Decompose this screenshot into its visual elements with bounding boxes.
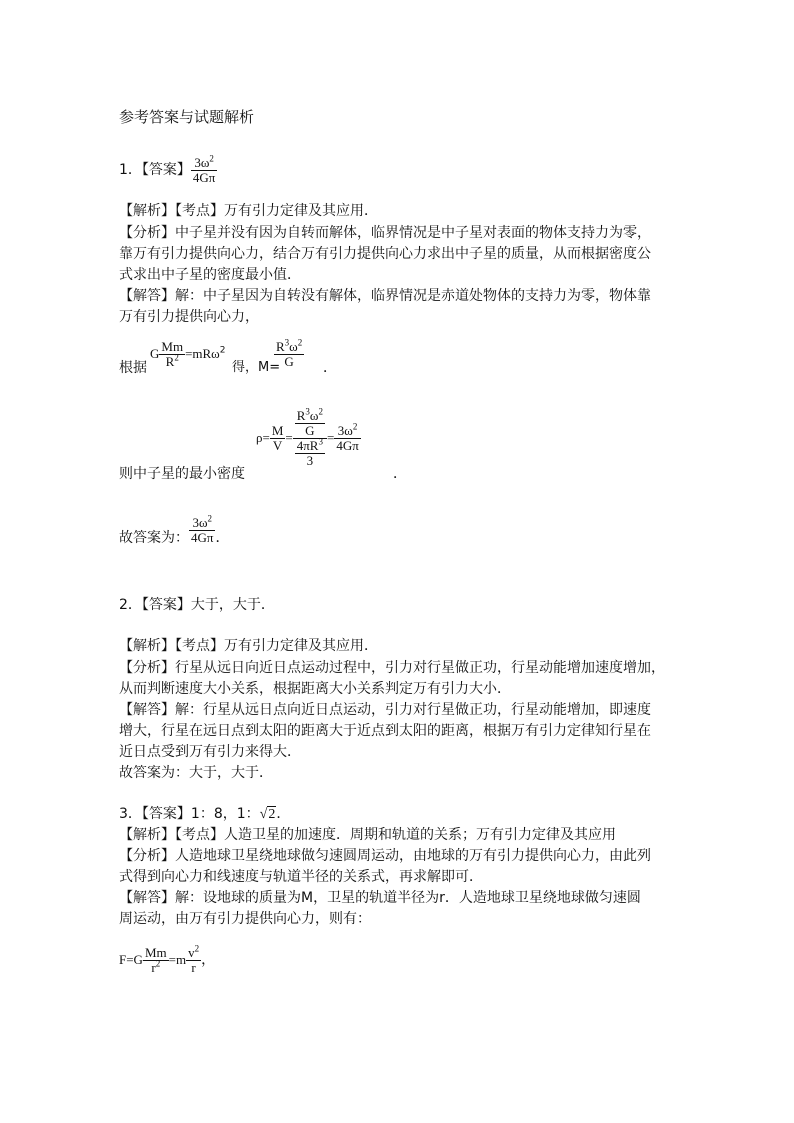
q1-rho-complex-fraction: $\frac{\frac{R^3\omega^2}{G}}{\frac{4\pi R^3}{3}}$: [293, 409, 327, 468]
q3-eq-fraction-1: $\frac{Mm}{r^2}$: [144, 944, 167, 975]
q1-genju-label: 根据: [119, 360, 147, 376]
q1-fenxi-1: 【分析】中子星并没有因为自转而解体，临界情况是中子星对表面的物体支持力为零，: [119, 225, 651, 241]
q3-jieda-1: 【解答】解：设地球的质量为M，卫星的轨道半径为r．人造地球卫星绕地球做匀速圆: [119, 890, 641, 906]
q1-answer-prefix: 1．【答案】: [119, 162, 191, 178]
q2-answer: 2．【答案】大于，大于．: [119, 597, 275, 613]
q2-jiexi: 【解析】【考点】万有引力定律及其应用．: [119, 638, 378, 654]
q1-eq1: G $\frac{Mm}{R^2}$ =mRω$^2$: [150, 338, 226, 369]
q3-equation: F=G $\frac{Mm}{r^2}$ =m $\frac{v^2}{r}$ ，: [119, 943, 216, 975]
page-title: 参考答案与试题解析: [119, 108, 255, 126]
q1-final-line: 故答案为： $\frac{3\omega^2}{4G\pi}$ ．: [119, 513, 230, 546]
q1-M-fraction: $\frac{R^3\omega^2}{G}$: [276, 337, 303, 369]
q3-eq-fraction-2: $\frac{v^2}{r}$: [188, 943, 200, 975]
q1-rho-result: $\frac{3\omega^2}{4G\pi}$: [336, 421, 359, 453]
q3-fenxi-2: 式得到向心力和线速度与轨道半径的关系式，再求解即可．: [119, 869, 483, 885]
q1-fenxi-2: 靠万有引力提供向心力，结合万有引力提供向心力求出中子星的质量，从而根据密度公: [119, 246, 651, 262]
q2-jieda-3: 近日点受到万有引力来得大．: [119, 744, 301, 760]
q3-jiexi: 【解析】【考点】人造卫星的加速度．周期和轨道的关系；万有引力定律及其应用: [119, 827, 616, 843]
q1-rho-label: 则中子星的最小密度: [119, 466, 245, 482]
q2-jieda-1: 【解答】解：行星从远日点向近日点运动，引力对行星做正功，行星动能增加，即速度: [119, 702, 651, 718]
q3-sqrt: √2: [259, 807, 276, 822]
q2-fenxi-2: 从而判断速度大小关系，根据距离大小关系判定万有引力大小．: [119, 681, 511, 697]
q2-final: 故答案为：大于，大于．: [119, 765, 273, 781]
q1-de-label: 得，M=: [232, 360, 281, 375]
q1-answer-line: [119, 150, 217, 190]
q1-final-label: 故答案为：: [119, 530, 189, 546]
q3-fenxi-1: 【分析】人造地球卫星绕地球做匀速圆周运动，由地球的万有引力提供向心力，由此列: [119, 848, 651, 864]
q2-jieda-2: 增大，行星在远日点到太阳的距离大于近点到太阳的距离，根据万有引力定律知行星在: [119, 723, 651, 739]
q1-jieda-2: 万有引力提供向心力，: [119, 309, 259, 325]
q1-rho-eq: ρ= $\frac{M}{V}$ = $\frac{\frac{R^3\omega^2}{G}}{\frac{4\pi R^3}{3}}$ = $\frac{3\omega^2}{4G\pi}$: [256, 406, 359, 468]
q1-final-fraction: $\frac{3\omega^2}{4G\pi}$: [191, 513, 214, 545]
q1-jieda-1: 【解答】解：中子星因为自转没有解体，临界情况是赤道处物体的支持力为零，物体靠: [119, 288, 651, 304]
q1-eq1-fraction: $\frac{Mm}{R^2}$: [161, 338, 184, 369]
q1-rho-MV: $\frac{M}{V}$: [271, 422, 284, 453]
q3-answer: 3．【答案】1：8，1：√2．: [119, 804, 290, 825]
q1-jiexi: 【解析】【考点】万有引力定律及其应用．: [119, 203, 378, 219]
q1-M-fraction-wrap: [274, 334, 304, 374]
q1-period-1: ．: [323, 360, 337, 376]
q3-jieda-2: 周运动，由万有引力提供向心力，则有：: [119, 911, 371, 927]
q1-period-2: ．: [393, 466, 407, 482]
q1-fenxi-3: 式求出中子星的密度最小值．: [119, 267, 301, 283]
q2-fenxi-1: 【分析】行星从远日向近日点运动过程中，引力对行星做正功，行星动能增加速度增加，: [119, 660, 665, 676]
q1-answer-fraction: $\frac{3\omega^2}{4G\pi}$: [192, 153, 216, 185]
